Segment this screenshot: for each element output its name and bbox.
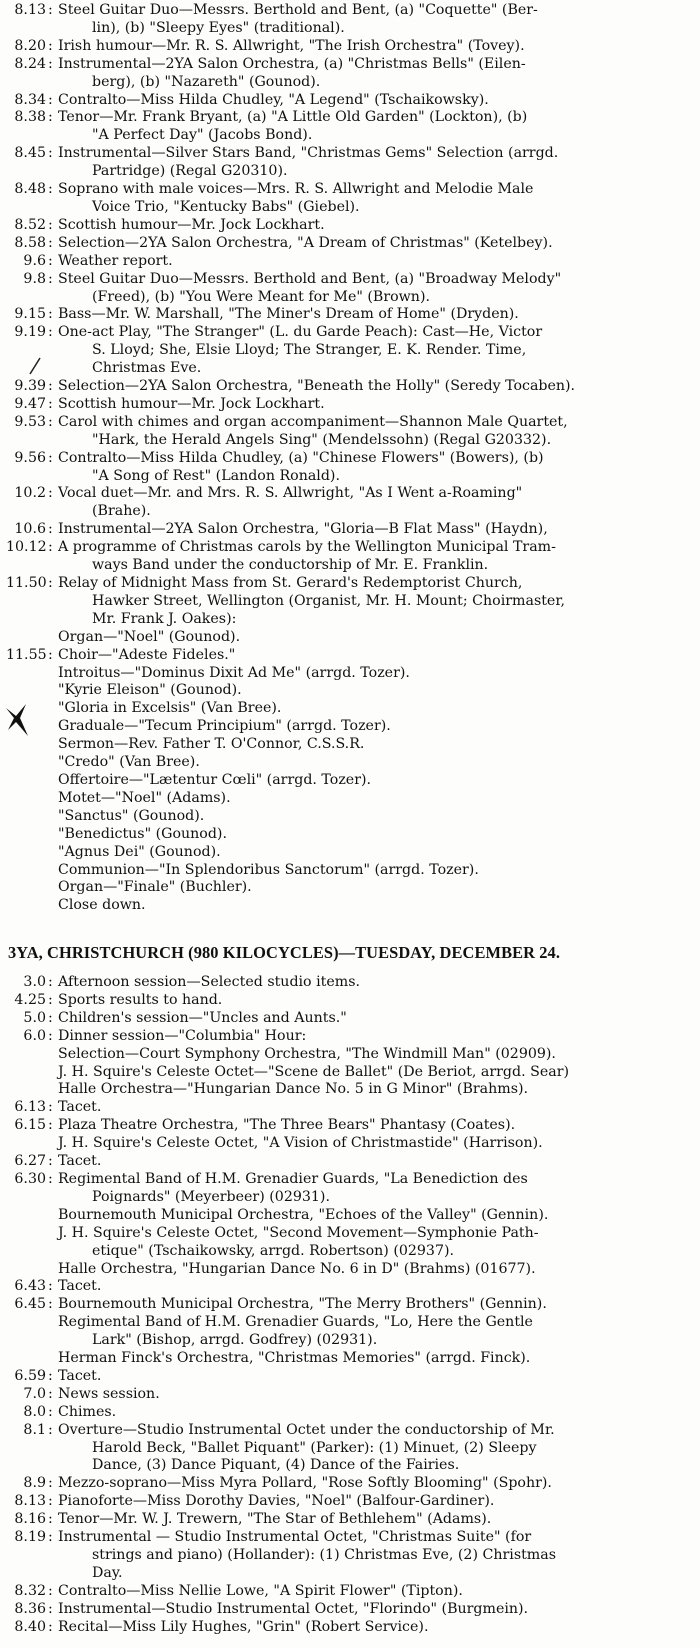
entry-time: 6.15	[14, 1117, 46, 1134]
entry-separator: :	[48, 1403, 53, 1420]
schedule-entry	[0, 1099, 700, 1117]
schedule-entry	[0, 396, 700, 414]
schedule-sub-entry	[0, 754, 700, 772]
schedule-sub-entry	[0, 1350, 700, 1368]
entry-separator: :	[48, 991, 53, 1008]
entry-time: 8.20	[14, 37, 46, 54]
entry-text-line: Irish humour—Mr. R. S. Allwright, "The Irish Orchestra" (Tovey).	[58, 37, 525, 54]
entry-text-line: lin), (b) "Sleepy Eyes" (traditional).	[92, 19, 345, 36]
schedule-entry	[0, 974, 700, 992]
entry-separator: :	[48, 1475, 53, 1492]
schedule-sub-entry	[0, 1046, 700, 1064]
entry-separator: :	[48, 413, 53, 430]
entry-separator: :	[48, 306, 53, 323]
entry-text-line: Children's session—"Uncles and Aunts."	[58, 1009, 347, 1026]
entry-text-line: Regimental Band of H.M. Grenadier Guards, "Lo, Here the Gentle	[58, 1314, 533, 1331]
entry-text-line: Lark" (Bishop, arrgd. Godfrey) (02931).	[92, 1332, 378, 1349]
entry-text-line: "Credo" (Van Bree).	[58, 754, 200, 771]
entry-text-line: Instrumental—2YA Salon Orchestra, "Gloria—B Flat Mass" (Haydn),	[58, 521, 548, 538]
entry-text-line: J. H. Squire's Celeste Octet, "Second Movement—Symphonie Path-	[58, 1224, 539, 1241]
entry-separator: :	[48, 55, 53, 72]
entry-text-line: Tacet.	[58, 1367, 102, 1384]
schedule-entry	[0, 647, 700, 665]
entry-separator: :	[48, 37, 53, 54]
entry-separator: :	[48, 485, 53, 502]
entry-separator: :	[48, 1170, 53, 1187]
entry-text-line: Bass—Mr. W. Marshall, "The Miner's Dream of Home" (Dryden).	[58, 306, 519, 323]
entry-text-line: Recital—Miss Lily Hughes, "Grin" (Robert Service).	[58, 1618, 429, 1635]
entry-separator: :	[48, 252, 53, 269]
schedule-sub-entry	[0, 1064, 700, 1082]
entry-text-line: Steel Guitar Duo—Messrs. Berthold and Bent, (a) "Coquette" (Ber-	[58, 2, 538, 18]
entry-time: 6.30	[14, 1170, 46, 1187]
entry-text-line: Pianoforte—Miss Dorothy Davies, "Noel" (Balfour-Gardiner).	[58, 1493, 495, 1510]
entry-separator: :	[48, 1099, 53, 1116]
schedule-sub-entry	[0, 718, 700, 736]
entry-separator: :	[48, 1421, 53, 1438]
schedule-entry	[0, 1493, 700, 1511]
entry-text-line: Contralto—Miss Hilda Chudley, (a) "Chinese Flowers" (Bowers), (b)	[58, 449, 544, 466]
schedule-entry	[0, 145, 700, 181]
schedule-entry	[0, 271, 700, 307]
station-heading: 3YA, CHRISTCHURCH (980 KILOCYCLES)—TUESDAY, DECEMBER 24.	[8, 943, 561, 962]
entry-text-line: Contralto—Miss Nellie Lowe, "A Spirit Flower" (Tipton).	[58, 1582, 463, 1599]
entry-time: 8.9	[23, 1475, 46, 1492]
entry-text-line: Tacet.	[58, 1153, 102, 1170]
entry-time: 6.59	[14, 1367, 46, 1384]
entry-text-line: Selection—2YA Salon Orchestra, "Beneath the Holly" (Seredy Tocaben).	[58, 378, 576, 395]
schedule-entry	[0, 1404, 700, 1422]
entry-separator: :	[48, 234, 53, 251]
entry-time: 8.58	[14, 234, 46, 251]
entry-text-line: Selection—2YA Salon Orchestra, "A Dream of Christmas" (Ketelbey).	[58, 234, 553, 251]
entry-text-line: News session.	[58, 1385, 160, 1402]
entry-time: 7.0	[23, 1385, 46, 1402]
schedule-sub-entry	[0, 736, 700, 754]
entry-separator: :	[48, 646, 53, 663]
entry-separator: :	[48, 1582, 53, 1599]
schedule-entry	[0, 1278, 700, 1296]
entry-time: 4.25	[14, 991, 46, 1008]
schedule-entry	[0, 38, 700, 56]
entry-text-line: Bournemouth Municipal Orchestra, "Echoes of the Valley" (Gennin).	[58, 1206, 549, 1223]
entry-separator: :	[48, 1600, 53, 1617]
entry-text-line: Scottish humour—Mr. Jock Lockhart.	[58, 216, 325, 233]
entry-time: 8.32	[14, 1582, 46, 1599]
schedule-entry	[0, 253, 700, 271]
entry-time: 6.0	[23, 1027, 46, 1044]
schedule-entry	[0, 450, 700, 486]
schedule-entry	[0, 56, 700, 92]
entry-text-line: Selection—Court Symphony Orchestra, "The Windmill Man" (02909).	[58, 1045, 556, 1062]
entry-time: 8.19	[14, 1529, 46, 1546]
entry-time: 5.0	[23, 1009, 46, 1026]
entry-text-line: S. Lloyd; She, Elsie Lloyd; The Stranger, E. K. Render. Time,	[92, 342, 527, 359]
entry-text-line: Offertoire—"Lætentur Cœli" (arrgd. Tozer).	[58, 771, 372, 788]
christchurch-programme	[0, 974, 700, 1637]
ink-blot-mark	[2, 700, 32, 740]
entry-text-line: Instrumental—Silver Stars Band, "Christmas Gems" Selection (arrgd.	[58, 145, 559, 162]
schedule-sub-entry	[0, 1207, 700, 1225]
entry-text-line: Herman Finck's Orchestra, "Christmas Memories" (arrgd. Finck).	[58, 1350, 531, 1367]
entry-text-line: Hawker Street, Wellington (Organist, Mr. H. Mount; Choirmaster,	[92, 592, 566, 609]
schedule-entry	[0, 1117, 700, 1135]
entry-text-line: Graduale—"Tecum Principium" (arrgd. Tozer).	[58, 718, 391, 735]
schedule-sub-entry	[0, 665, 700, 683]
entry-text-line: Dinner session—"Columbia" Hour:	[58, 1027, 307, 1044]
entry-time: 9.39	[14, 378, 46, 395]
entry-time: 9.15	[14, 306, 46, 323]
entry-text-line: (Brahe).	[92, 503, 151, 520]
entry-time: 10.2	[14, 485, 46, 502]
schedule-entry	[0, 539, 700, 575]
entry-text-line: "Agnus Dei" (Gounod).	[58, 843, 221, 860]
entry-separator: :	[48, 1027, 53, 1044]
entry-text-line: Steel Guitar Duo—Messrs. Berthold and Bent, (a) "Broadway Melody"	[58, 270, 562, 287]
entry-separator: :	[48, 1153, 53, 1170]
entry-text-line: "A Song of Rest" (Landon Ronald).	[92, 467, 340, 484]
entry-text-line: ways Band under the conductorship of Mr. E. Franklin.	[92, 557, 489, 574]
entry-time: 8.36	[14, 1600, 46, 1617]
entry-text-line: J. H. Squire's Celeste Octet, "A Vision of Christmastide" (Harrison).	[58, 1135, 543, 1152]
entry-text-line: One-act Play, "The Stranger" (L. du Garde Peach): Cast—He, Victor	[58, 324, 543, 341]
entry-separator: :	[48, 1493, 53, 1510]
entry-text-line: etique" (Tschaikowsky, arrgd. Robertson) (02937).	[92, 1242, 455, 1259]
entry-time: 8.52	[14, 216, 46, 233]
entry-time: 11.50	[6, 575, 47, 591]
entry-time: 9.53	[14, 413, 46, 430]
entry-separator: :	[48, 2, 53, 18]
entry-separator: :	[48, 521, 53, 538]
schedule-sub-entry	[0, 879, 700, 897]
entry-separator: :	[48, 1296, 53, 1313]
schedule-entry	[0, 181, 700, 217]
schedule-entry	[0, 324, 700, 378]
schedule-entry	[0, 1153, 700, 1171]
entry-text-line: Instrumental—Studio Instrumental Octet, "Florindo" (Burgmein).	[58, 1600, 529, 1617]
entry-text-line: Tenor—Mr. W. J. Trewern, "The Star of Bethlehem" (Adams).	[58, 1511, 492, 1528]
entry-separator: :	[48, 91, 53, 108]
entry-text-line: "Benedictus" (Gounod).	[58, 825, 227, 842]
entry-text-line: Sports results to hand.	[58, 991, 223, 1008]
entry-text-line: Halle Orchestra—"Hungarian Dance No. 5 in G Minor" (Brahms).	[58, 1081, 529, 1098]
entry-separator: :	[48, 1385, 53, 1402]
entry-separator: :	[48, 974, 53, 990]
entry-text-line: Bournemouth Municipal Orchestra, "The Merry Brothers" (Gennin).	[58, 1296, 547, 1313]
entry-text-line: (Freed), (b) "You Were Meant for Me" (Brown).	[92, 288, 430, 305]
schedule-sub-entry	[0, 808, 700, 826]
entry-time: 10.12	[6, 539, 47, 556]
schedule-sub-entry	[0, 682, 700, 700]
schedule-entry	[0, 992, 700, 1010]
schedule-sub-entry	[0, 1135, 700, 1153]
schedule-entry	[0, 1601, 700, 1619]
entry-separator: :	[48, 109, 53, 126]
entry-text-line: Afternoon session—Selected studio items.	[58, 974, 360, 990]
entry-text-line: Contralto—Miss Hilda Chudley, "A Legend" (Tschaikowsky).	[58, 91, 489, 108]
entry-text-line: Voice Trio, "Kentucky Babs" (Giebel).	[92, 198, 360, 215]
schedule-entry	[0, 1475, 700, 1493]
entry-text-line: Close down.	[58, 897, 146, 914]
schedule-entry	[0, 1619, 700, 1637]
entry-separator: :	[48, 1278, 53, 1295]
wellington-programme-continued	[0, 2, 700, 915]
entry-text-line: "Sanctus" (Gounod).	[58, 807, 205, 824]
schedule-sub-entry	[0, 1314, 700, 1350]
entry-text-line: Soprano with male voices—Mrs. R. S. Allwright and Melodie Male	[58, 181, 534, 198]
entry-separator: :	[48, 1367, 53, 1384]
schedule-entry	[0, 575, 700, 629]
entry-time: 9.8	[23, 270, 46, 287]
entry-text-line: Harold Beck, "Ballet Piquant" (Parker): (1) Minuet, (2) Sleepy	[92, 1439, 537, 1456]
schedule-entry	[0, 235, 700, 253]
schedule-entry	[0, 1171, 700, 1207]
entry-text-line: Partridge) (Regal G20310).	[92, 163, 288, 180]
entry-time: 6.13	[14, 1099, 46, 1116]
entry-separator: :	[48, 1511, 53, 1528]
entry-separator: :	[48, 324, 53, 341]
entry-text-line: J. H. Squire's Celeste Octet—"Scene de Ballet" (De Beriot, arrgd. Sear)	[58, 1063, 570, 1080]
entry-separator: :	[48, 145, 53, 162]
schedule-sub-entry	[0, 700, 700, 718]
entry-time: 10.6	[14, 521, 46, 538]
entry-text-line: berg), (b) "Nazareth" (Gounod).	[92, 73, 321, 90]
schedule-sub-entry	[0, 897, 700, 915]
schedule-entry	[0, 378, 700, 396]
entry-time: 6.45	[14, 1296, 46, 1313]
entry-text-line: Mezzo-soprano—Miss Myra Pollard, "Rose Softly Blooming" (Spohr).	[58, 1475, 552, 1492]
entry-text-line: Vocal duet—Mr. and Mrs. R. S. Allwright, "As I Went a-Roaming"	[58, 485, 523, 502]
entry-text-line: Choir—"Adeste Fideles."	[58, 646, 236, 663]
entry-text-line: Sermon—Rev. Father T. O'Connor, C.S.S.R.	[58, 736, 365, 753]
entry-text-line: Tacet.	[58, 1099, 102, 1116]
entry-time: 8.0	[23, 1403, 46, 1420]
entry-text-line: A programme of Christmas carols by the Wellington Municipal Tram-	[58, 539, 556, 556]
entry-text-line: Day.	[92, 1564, 123, 1581]
entry-time: 9.56	[14, 449, 46, 466]
entry-time: 6.27	[14, 1153, 46, 1170]
entry-text-line: Halle Orchestra, "Hungarian Dance No. 6 in D" (Brahms) (01677).	[58, 1260, 536, 1277]
schedule-entry	[0, 217, 700, 235]
entry-text-line: Christmas Eve.	[92, 360, 202, 377]
schedule-sub-entry	[0, 790, 700, 808]
entry-text-line: "Hark, the Herald Angels Sing" (Mendelssohn) (Regal G20332).	[92, 431, 552, 448]
entry-time: 8.38	[14, 109, 46, 126]
schedule-entry	[0, 521, 700, 539]
entry-text-line: Organ—"Noel" (Gounod).	[58, 628, 241, 645]
entry-time: 8.34	[14, 91, 46, 108]
entry-text-line: Poignards" (Meyerbeer) (02931).	[92, 1188, 330, 1205]
pen-stroke-mark	[28, 356, 42, 376]
entry-text-line: Regimental Band of H.M. Grenadier Guards, "La Benediction des	[58, 1170, 528, 1187]
schedule-sub-entry	[0, 629, 700, 647]
schedule-entry	[0, 1529, 700, 1583]
schedule-sub-entry	[0, 1081, 700, 1099]
schedule-sub-entry	[0, 772, 700, 790]
schedule-entry	[0, 1511, 700, 1529]
schedule-entry	[0, 1422, 700, 1476]
schedule-entry	[0, 1386, 700, 1404]
entry-time: 11.55	[6, 646, 47, 663]
schedule-entry	[0, 485, 700, 521]
entry-text-line: Communion—"In Splendoribus Sanctorum" (arrgd. Tozer).	[58, 861, 479, 878]
entry-text-line: Relay of Midnight Mass from St. Gerard's Redemptorist Church,	[58, 575, 523, 591]
schedule-entry	[0, 109, 700, 145]
entry-text-line: Plaza Theatre Orchestra, "The Three Bears" Phantasy (Coates).	[58, 1117, 516, 1134]
entry-text-line: "Gloria in Excelsis" (Van Bree).	[58, 700, 282, 717]
schedule-entry	[0, 1583, 700, 1601]
entry-text-line: Instrumental — Studio Instrumental Octet, "Christmas Suite" (for	[58, 1529, 532, 1546]
entry-text-line: Instrumental—2YA Salon Orchestra, (a) "Christmas Bells" (Eilen-	[58, 55, 526, 72]
entry-separator: :	[48, 181, 53, 198]
entry-time: 8.24	[14, 55, 46, 72]
entry-separator: :	[48, 1117, 53, 1134]
schedule-entry	[0, 1368, 700, 1386]
schedule-entry	[0, 1010, 700, 1028]
entry-separator: :	[48, 378, 53, 395]
entry-separator: :	[48, 1009, 53, 1026]
entry-time: 8.16	[14, 1511, 46, 1528]
schedule-entry	[0, 306, 700, 324]
entry-separator: :	[48, 1529, 53, 1546]
schedule-entry	[0, 2, 700, 38]
entry-text-line: Carol with chimes and organ accompaniment—Shannon Male Quartet,	[58, 413, 568, 430]
schedule-entry	[0, 414, 700, 450]
schedule-sub-entry	[0, 862, 700, 880]
entry-time: 6.43	[14, 1278, 46, 1295]
entry-text-line: Dance, (3) Dance Piquant, (4) Dance of the Fairies.	[92, 1457, 460, 1474]
entry-time: 8.45	[14, 145, 46, 162]
entry-text-line: Organ—"Finale" (Buchler).	[58, 879, 252, 896]
entry-text-line: Chimes.	[58, 1403, 117, 1420]
entry-separator: :	[48, 395, 53, 412]
entry-time: 9.19	[14, 324, 46, 341]
schedule-sub-entry	[0, 1261, 700, 1279]
entry-time: 8.13	[14, 2, 46, 18]
entry-time: 8.48	[14, 181, 46, 198]
entry-text-line: Introitus—"Dominus Dixit Ad Me" (arrgd. Tozer).	[58, 664, 410, 681]
entry-text-line: Motet—"Noel" (Adams).	[58, 789, 231, 806]
entry-time: 8.40	[14, 1618, 46, 1635]
entry-text-line: Weather report.	[58, 252, 173, 269]
schedule-sub-entry	[0, 826, 700, 844]
schedule-entry	[0, 1296, 700, 1314]
entry-separator: :	[48, 575, 53, 591]
entry-time: 3.0	[23, 974, 46, 990]
entry-text-line: "Kyrie Eleison" (Gounod).	[58, 682, 242, 699]
entry-separator: :	[48, 1618, 53, 1635]
entry-time: 9.47	[14, 395, 46, 412]
entry-time: 8.13	[14, 1493, 46, 1510]
entry-text-line: Overture—Studio Instrumental Octet under the conductorship of Mr.	[58, 1421, 555, 1438]
entry-text-line: Mr. Frank J. Oakes):	[92, 610, 237, 627]
entry-time: 8.1	[23, 1421, 46, 1438]
schedule-entry	[0, 92, 700, 110]
entry-text-line: strings and piano) (Hollander): (1) Christmas Eve, (2) Christmas	[92, 1547, 556, 1563]
schedule-entry	[0, 1028, 700, 1046]
entry-text-line: Tacet.	[58, 1278, 102, 1295]
entry-time: 9.6	[23, 252, 46, 269]
schedule-sub-entry	[0, 844, 700, 862]
entry-separator: :	[48, 539, 53, 556]
entry-separator: :	[48, 270, 53, 287]
entry-text-line: Tenor—Mr. Frank Bryant, (a) "A Little Old Garden" (Lockton), (b)	[58, 109, 528, 126]
entry-separator: :	[48, 449, 53, 466]
entry-text-line: Scottish humour—Mr. Jock Lockhart.	[58, 395, 325, 412]
schedule-sub-entry	[0, 1225, 700, 1261]
entry-text-line: "A Perfect Day" (Jacobs Bond).	[92, 127, 313, 144]
entry-separator: :	[48, 216, 53, 233]
